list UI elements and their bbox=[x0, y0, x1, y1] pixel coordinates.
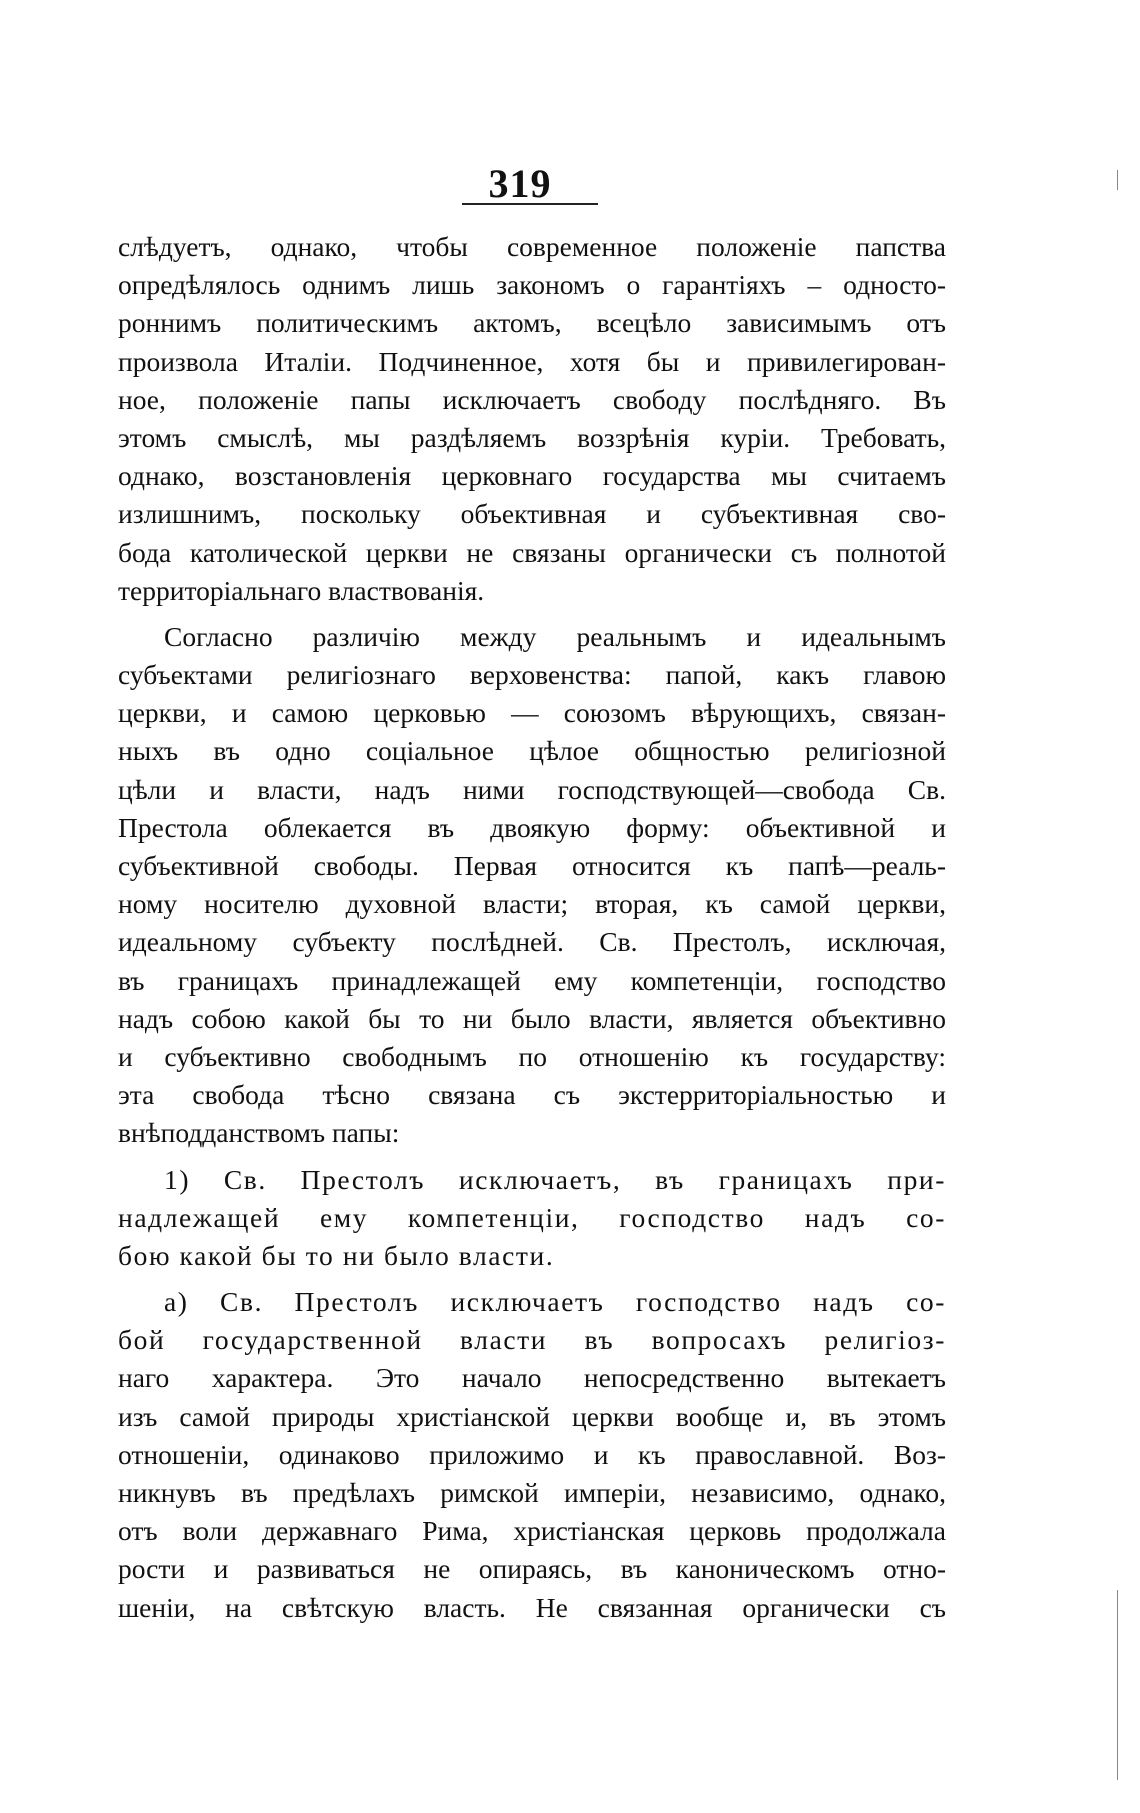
text-line: изъ самой природы христiанской церкви вообще и, въ этомъ bbox=[118, 1400, 946, 1432]
text-line: и субъективно свободнымъ по отношенiю къ государству: bbox=[118, 1040, 946, 1072]
text-line: субъективной свободы. Первая относится къ папѣ—реаль- bbox=[118, 850, 946, 881]
scan-mark bbox=[1117, 1590, 1118, 1780]
text-line: эта свобода тѣсно связана съ экстерриторiальностью и bbox=[118, 1079, 946, 1111]
paragraph bbox=[118, 618, 946, 1153]
text-line: надъ собою какой бы то ни было власти, является объективно bbox=[118, 1002, 946, 1034]
text-line: территорiальнаго властвованiя. bbox=[118, 574, 485, 606]
text-line: отношенiи, одинаково приложимо и къ православной. Воз- bbox=[118, 1438, 946, 1470]
text-line: слѣдуетъ, однако, чтобы современное положенiе папства bbox=[118, 231, 946, 262]
text-line: а) Св. Престолъ исключаетъ господство надъ со- bbox=[164, 1286, 946, 1318]
header-rule bbox=[462, 203, 598, 205]
text-line: Престола облекается въ двоякую форму: объективной и bbox=[118, 811, 946, 843]
text-line: рости и развиваться не опираясь, въ каноническомъ отно- bbox=[118, 1553, 946, 1585]
text-line: отъ воли державнаго Рима, христiанская церковь продолжала bbox=[118, 1515, 946, 1547]
text-line: надлежащей ему компетенцiи, господство надъ со- bbox=[118, 1201, 946, 1233]
text-line: этомъ смыслѣ, мы раздѣляемъ воззрѣнiя курiи. Требовать, bbox=[118, 421, 946, 453]
text-line: бой государственной власти въ вопросахъ религiоз- bbox=[118, 1324, 946, 1356]
text-line: никнувъ въ предѣлахъ римской имперiи, независимо, однако, bbox=[118, 1477, 946, 1508]
paragraph bbox=[118, 1161, 946, 1276]
text-line: идеальному субъекту послѣдней. Св. Престолъ, исключая, bbox=[118, 926, 946, 958]
scan-mark bbox=[1117, 170, 1118, 190]
text-line: Согласно различiю между реальнымъ и идеальнымъ bbox=[164, 620, 946, 652]
text-line: 1) Св. Престолъ исключаетъ, въ границахъ при- bbox=[164, 1163, 946, 1195]
text-line: ныхъ въ одно соцiальное цѣлое общностью религiозной bbox=[118, 735, 946, 767]
text-line: роннимъ политическимъ актомъ, всецѣло зависимымъ отъ bbox=[118, 307, 946, 339]
text-line: въ границахъ принадлежащей ему компетенцiи, господство bbox=[118, 964, 946, 996]
text-line: цѣли и власти, надъ ними господствующей—свобода Св. bbox=[118, 773, 946, 805]
paragraph bbox=[118, 1283, 946, 1627]
text-line: ному носителю духовной власти; вторая, къ самой церкви, bbox=[118, 888, 946, 920]
text-line: наго характера. Это начало непосредственно вытекаетъ bbox=[118, 1362, 946, 1394]
text-line: опредѣлялось однимъ лишь закономъ о гарантiяхъ – односто- bbox=[118, 269, 946, 301]
text-line: церкви, и самою церковью — союзомъ вѣрующихъ, связан- bbox=[118, 697, 946, 729]
text-line: субъектами религiознаго верховенства: папой, какъ главою bbox=[118, 659, 946, 691]
text-line: шенiи, на свѣтскую власть. Не связанная органически съ bbox=[118, 1591, 946, 1623]
paragraph bbox=[118, 228, 946, 610]
text-line: ное, положенiе папы исключаетъ свободу послѣдняго. Въ bbox=[118, 383, 946, 415]
text-line: внѣподданствомъ папы: bbox=[118, 1117, 400, 1149]
text-line: бода католической церкви не связаны органически съ полнотой bbox=[118, 536, 946, 568]
text-line: бою какой бы то ни было власти. bbox=[118, 1239, 555, 1271]
body-text bbox=[118, 228, 946, 1627]
text-line: произвола Италiи. Подчиненное, хотя бы и привилегирован- bbox=[118, 345, 946, 377]
page-number: 319 bbox=[488, 161, 552, 206]
text-line: излишнимъ, поскольку объективная и субъективная сво- bbox=[118, 498, 946, 530]
text-line: однако, возстановленiя церковнаго государства мы считаемъ bbox=[118, 460, 946, 492]
